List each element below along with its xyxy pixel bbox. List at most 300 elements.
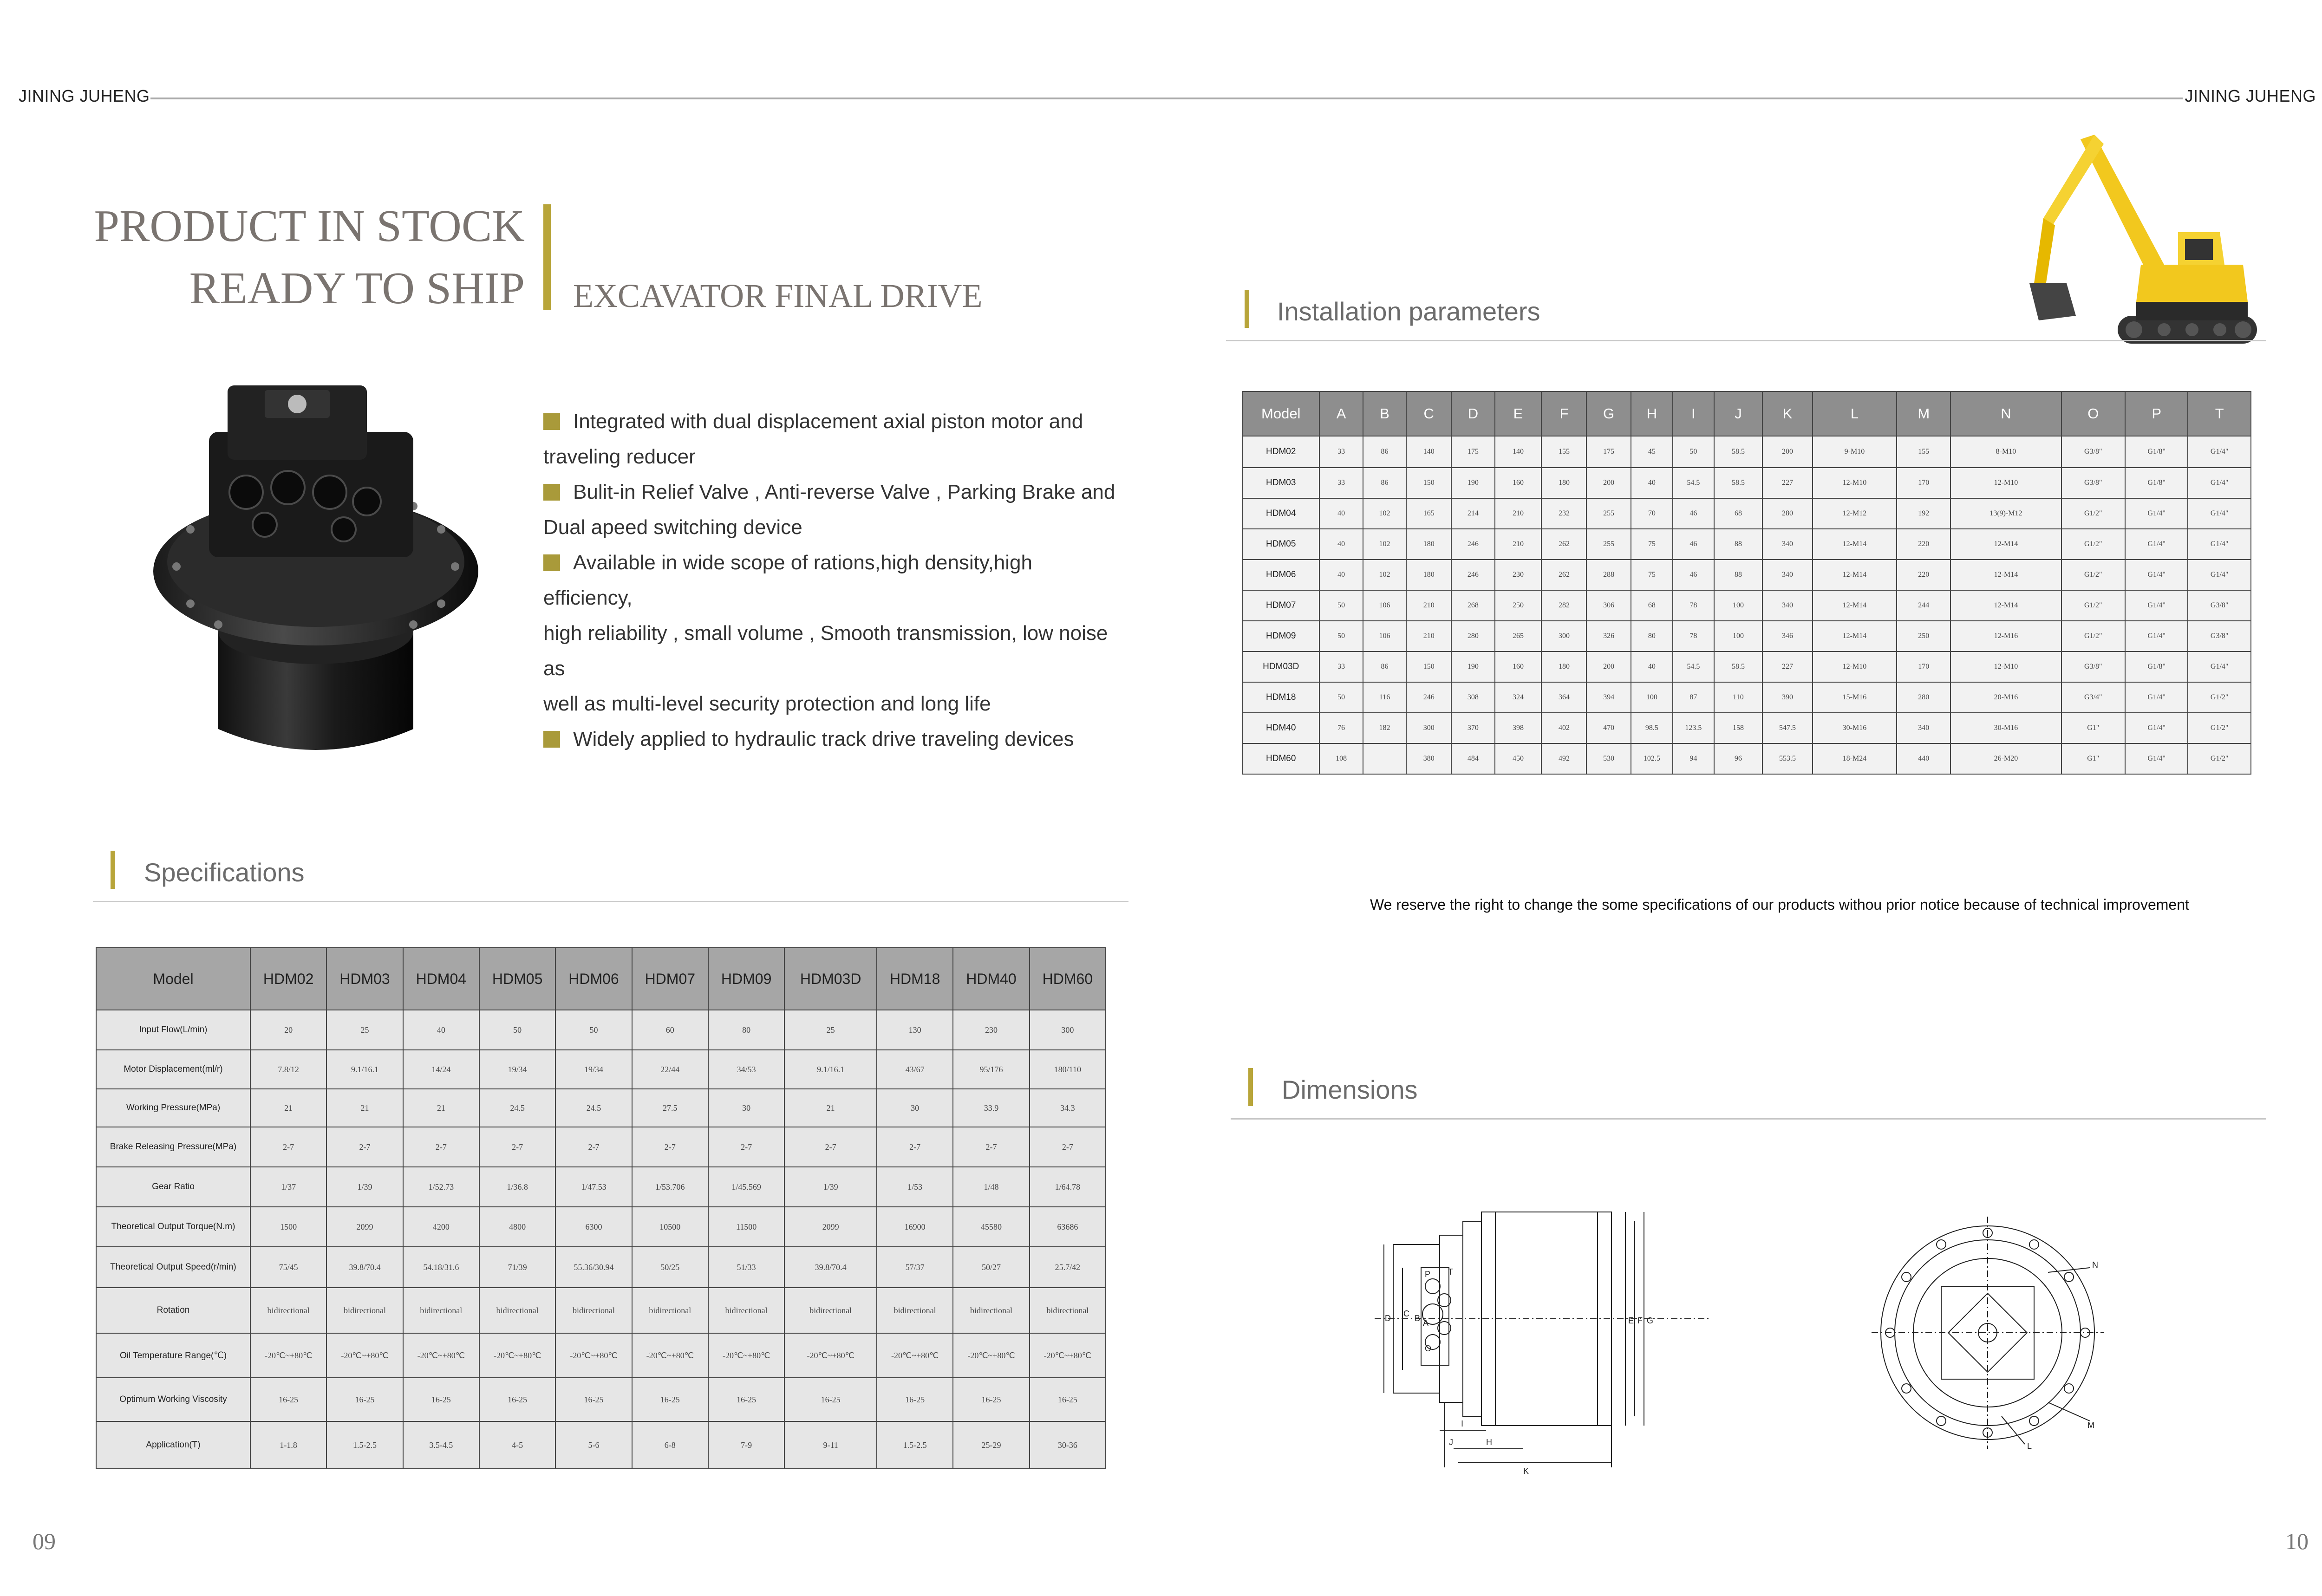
- spec-cell: 7-9: [708, 1421, 784, 1469]
- install-cell: 180: [1541, 651, 1586, 682]
- spec-cell: 39.8/70.4: [784, 1247, 877, 1288]
- spec-cell: 2-7: [784, 1127, 877, 1167]
- dim-label-e: E: [1628, 1316, 1634, 1325]
- install-cell: 96: [1714, 743, 1763, 774]
- spec-header-cell: HDM07: [632, 948, 708, 1010]
- spec-cell: 21: [326, 1089, 403, 1127]
- spec-cell: 1/45.569: [708, 1167, 784, 1207]
- spec-cell: -20℃~+80℃: [877, 1333, 953, 1378]
- install-cell: 18-M24: [1813, 743, 1897, 774]
- spec-cell: 21: [784, 1089, 877, 1127]
- install-cell: 40: [1319, 560, 1363, 590]
- install-cell: 106: [1363, 590, 1406, 621]
- spec-cell: 55.36/30.94: [555, 1247, 632, 1288]
- install-cell: 340: [1897, 713, 1950, 743]
- install-cell: 364: [1541, 682, 1586, 713]
- spec-row-label: Rotation: [96, 1288, 250, 1333]
- spec-cell: 180/110: [1030, 1050, 1106, 1089]
- install-cell: 50: [1673, 436, 1714, 468]
- install-cell: 553.5: [1762, 743, 1812, 774]
- spec-cell: 51/33: [708, 1247, 784, 1288]
- install-cell: 86: [1363, 436, 1406, 468]
- install-row-label: HDM02: [1242, 436, 1319, 468]
- install-cell: 180: [1406, 560, 1451, 590]
- install-cell: 30-M16: [1950, 713, 2061, 743]
- spec-cell: 16-25: [403, 1378, 479, 1421]
- install-cell: 246: [1406, 682, 1451, 713]
- install-cell: 380: [1406, 743, 1451, 774]
- install-header-cell: D: [1451, 391, 1494, 436]
- spec-row: [96, 1167, 1106, 1207]
- dim-label-c: C: [1403, 1309, 1409, 1318]
- install-cell: 246: [1451, 560, 1494, 590]
- install-cell: 54.5: [1673, 651, 1714, 682]
- spec-cell: 40: [403, 1010, 479, 1050]
- install-header-cell: O: [2061, 391, 2125, 436]
- install-cell: 210: [1406, 590, 1451, 621]
- spec-row-label: Optimum Working Viscosity: [96, 1378, 250, 1421]
- spec-cell: 1/64.78: [1030, 1167, 1106, 1207]
- install-cell: 175: [1451, 436, 1494, 468]
- install-cell: [1363, 743, 1406, 774]
- install-cell: G1/4": [2125, 529, 2188, 560]
- hero-line-2: READY TO SHIP: [189, 263, 525, 313]
- brand-right: JINING JUHENG: [2185, 86, 2316, 105]
- spec-cell: 9.1/16.1: [326, 1050, 403, 1089]
- spec-cell: 57/37: [877, 1247, 953, 1288]
- spec-cell: 16-25: [555, 1378, 632, 1421]
- install-cell: 30-M16: [1813, 713, 1897, 743]
- spec-body: [96, 1010, 1106, 1469]
- spec-cell: -20℃~+80℃: [632, 1333, 708, 1378]
- install-cell: 268: [1451, 590, 1494, 621]
- install-cell: 50: [1319, 682, 1363, 713]
- install-cell: 282: [1541, 590, 1586, 621]
- hero-subtitle: EXCAVATOR FINAL DRIVE: [573, 277, 983, 314]
- install-cell: G1/4": [2188, 651, 2251, 682]
- spec-cell: 3.5-4.5: [403, 1421, 479, 1469]
- spec-cell: 25-29: [953, 1421, 1029, 1469]
- install-row-label: HDM09: [1242, 621, 1319, 651]
- spec-cell: -20℃~+80℃: [479, 1333, 555, 1378]
- spec-cell: 1500: [250, 1207, 326, 1247]
- spec-cell: 19/34: [479, 1050, 555, 1089]
- install-cell: 12-M10: [1813, 468, 1897, 498]
- install-cell: G1/2": [2061, 498, 2125, 529]
- spec-cell: 25: [784, 1010, 877, 1050]
- install-cell: G1/4": [2188, 436, 2251, 468]
- spec-cell: 45580: [953, 1207, 1029, 1247]
- install-cell: 140: [1406, 436, 1451, 468]
- spec-cell: 16-25: [250, 1378, 326, 1421]
- install-cell: 200: [1586, 651, 1631, 682]
- spec-cell: 4200: [403, 1207, 479, 1247]
- install-cell: 12-M10: [1950, 468, 2061, 498]
- spec-row: [96, 1288, 1106, 1333]
- install-cell: 180: [1406, 529, 1451, 560]
- spec-cell: 7.8/12: [250, 1050, 326, 1089]
- install-cell: 94: [1673, 743, 1714, 774]
- spec-row-label: Theoretical Output Torque(N.m): [96, 1207, 250, 1247]
- install-cell: 12-M16: [1950, 621, 2061, 651]
- spec-cell: 1/53: [877, 1167, 953, 1207]
- spec-row: [96, 1378, 1106, 1421]
- spec-cell: 33.9: [953, 1089, 1029, 1127]
- specs-rule: [93, 901, 1128, 902]
- install-cell: 100: [1714, 621, 1763, 651]
- spec-cell: bidirectional: [479, 1288, 555, 1333]
- install-cell: 110: [1714, 682, 1763, 713]
- install-cell: 140: [1495, 436, 1542, 468]
- spec-cell: bidirectional: [877, 1288, 953, 1333]
- install-cell: 12-M12: [1813, 498, 1897, 529]
- spec-cell: 30: [708, 1089, 784, 1127]
- install-cell: 326: [1586, 621, 1631, 651]
- install-cell: G1/2": [2188, 682, 2251, 713]
- spec-cell: 2-7: [953, 1127, 1029, 1167]
- install-cell: 175: [1586, 436, 1631, 468]
- install-cell: 88: [1714, 560, 1763, 590]
- spec-cell: -20℃~+80℃: [1030, 1333, 1106, 1378]
- install-cell: G1/4": [2125, 743, 2188, 774]
- install-cell: 214: [1451, 498, 1494, 529]
- install-cell: 58.5: [1714, 651, 1763, 682]
- spec-cell: 19/34: [555, 1050, 632, 1089]
- install-cell: G1/2": [2188, 743, 2251, 774]
- install-cell: 12-M14: [1813, 621, 1897, 651]
- install-cell: 80: [1631, 621, 1673, 651]
- spec-cell: 11500: [708, 1207, 784, 1247]
- install-cell: 68: [1631, 590, 1673, 621]
- install-cell: 492: [1541, 743, 1586, 774]
- spec-cell: 43/67: [877, 1050, 953, 1089]
- install-cell: 470: [1586, 713, 1631, 743]
- install-header-cell: F: [1541, 391, 1586, 436]
- spec-row: [96, 1127, 1106, 1167]
- install-cell: 45: [1631, 436, 1673, 468]
- install-cell: G3/8": [2061, 651, 2125, 682]
- spec-row: [96, 1421, 1106, 1469]
- install-cell: 86: [1363, 651, 1406, 682]
- spec-header-cell: HDM40: [953, 948, 1029, 1010]
- specs-accent-bar: [111, 851, 115, 889]
- spec-cell: 2-7: [877, 1127, 953, 1167]
- spec-cell: -20℃~+80℃: [326, 1333, 403, 1378]
- install-cell: 288: [1586, 560, 1631, 590]
- spec-header-cell: HDM03D: [784, 948, 877, 1010]
- install-header-cell: A: [1319, 391, 1363, 436]
- hero-line-1: PRODUCT IN STOCK: [94, 201, 525, 251]
- spec-cell: -20℃~+80℃: [403, 1333, 479, 1378]
- spec-cell: 2-7: [326, 1127, 403, 1167]
- install-cell: 200: [1762, 436, 1812, 468]
- install-cell: 255: [1586, 498, 1631, 529]
- spec-cell: 50: [555, 1010, 632, 1050]
- spec-cell: 1/48: [953, 1167, 1029, 1207]
- spec-cell: bidirectional: [555, 1288, 632, 1333]
- install-header-cell: N: [1950, 391, 2061, 436]
- spec-row: [96, 1247, 1106, 1288]
- excavator-image: [2025, 125, 2266, 362]
- install-cell: 170: [1897, 651, 1950, 682]
- dim-label-k: K: [1523, 1466, 1529, 1476]
- install-cell: 160: [1495, 651, 1542, 682]
- install-cell: 58.5: [1714, 436, 1763, 468]
- install-row-label: HDM06: [1242, 560, 1319, 590]
- install-title: Installation parameters: [1277, 297, 1540, 326]
- install-cell: 98.5: [1631, 713, 1673, 743]
- install-cell: 450: [1495, 743, 1542, 774]
- install-row-label: HDM03: [1242, 468, 1319, 498]
- install-cell: 12-M14: [1813, 590, 1897, 621]
- install-cell: G1/2": [2061, 529, 2125, 560]
- install-cell: 210: [1495, 498, 1542, 529]
- spec-cell: 60: [632, 1010, 708, 1050]
- install-cell: 255: [1586, 529, 1631, 560]
- install-row-label: HDM40: [1242, 713, 1319, 743]
- install-cell: 210: [1406, 621, 1451, 651]
- spec-cell: 1/39: [326, 1167, 403, 1207]
- install-cell: 26-M20: [1950, 743, 2061, 774]
- spec-cell: 24.5: [479, 1089, 555, 1127]
- install-cell: G3/4": [2061, 682, 2125, 713]
- feature-item: Widely applied to hydraulic track drive traveling devices: [543, 722, 1124, 757]
- final-drive-product-image: [149, 371, 483, 771]
- install-cell: 46: [1673, 498, 1714, 529]
- install-header-cell: I: [1673, 391, 1714, 436]
- install-cell: 280: [1451, 621, 1494, 651]
- install-cell: 150: [1406, 468, 1451, 498]
- dim-label-t: T: [1448, 1267, 1453, 1277]
- install-cell: 116: [1363, 682, 1406, 713]
- install-row-label: HDM04: [1242, 498, 1319, 529]
- spec-row-label: Theoretical Output Speed(r/min): [96, 1247, 250, 1288]
- install-cell: 12-M14: [1813, 560, 1897, 590]
- install-header-row: [1242, 391, 2251, 436]
- install-header-cell: T: [2188, 391, 2251, 436]
- spec-cell: 2-7: [555, 1127, 632, 1167]
- install-cell: 180: [1541, 468, 1586, 498]
- spec-cell: bidirectional: [953, 1288, 1029, 1333]
- install-cell: 76: [1319, 713, 1363, 743]
- spec-cell: 16-25: [953, 1378, 1029, 1421]
- install-header-cell: Model: [1242, 391, 1319, 436]
- spec-cell: 1/36.8: [479, 1167, 555, 1207]
- spec-cell: 16-25: [1030, 1378, 1106, 1421]
- install-cell: 190: [1451, 651, 1494, 682]
- install-cell: 230: [1495, 560, 1542, 590]
- install-cell: 262: [1541, 560, 1586, 590]
- dimensions-title: Dimensions: [1282, 1075, 1418, 1104]
- install-cell: 155: [1541, 436, 1586, 468]
- spec-cell: 95/176: [953, 1050, 1029, 1089]
- install-cell: G1/4": [2125, 498, 2188, 529]
- install-cell: 50: [1319, 621, 1363, 651]
- install-header-cell: J: [1714, 391, 1763, 436]
- install-cell: 190: [1451, 468, 1494, 498]
- spec-header-cell: HDM18: [877, 948, 953, 1010]
- brand-left: JINING JUHENG: [19, 86, 150, 105]
- install-row-label: HDM18: [1242, 682, 1319, 713]
- spec-cell: 10500: [632, 1207, 708, 1247]
- spec-cell: 75/45: [250, 1247, 326, 1288]
- install-row: [1242, 621, 2251, 651]
- install-cell: 100: [1714, 590, 1763, 621]
- page-number-left: 09: [33, 1528, 56, 1554]
- install-cell: 20-M16: [1950, 682, 2061, 713]
- install-cell: 265: [1495, 621, 1542, 651]
- spec-row: [96, 1333, 1106, 1378]
- install-cell: 102: [1363, 560, 1406, 590]
- install-cell: 340: [1762, 560, 1812, 590]
- install-cell: 227: [1762, 651, 1812, 682]
- install-cell: 280: [1897, 682, 1950, 713]
- install-cell: 13(9)-M12: [1950, 498, 2061, 529]
- install-row: [1242, 529, 2251, 560]
- install-cell: 8-M10: [1950, 436, 2061, 468]
- spec-row-label: Motor Displacement(ml/r): [96, 1050, 250, 1089]
- install-cell: 250: [1897, 621, 1950, 651]
- install-cell: 102.5: [1631, 743, 1673, 774]
- dim-label-a: A: [1423, 1318, 1429, 1328]
- install-cell: 220: [1897, 529, 1950, 560]
- install-cell: G1/4": [2125, 713, 2188, 743]
- specs-title: Specifications: [144, 858, 305, 887]
- spec-row: [96, 1089, 1106, 1127]
- install-cell: 165: [1406, 498, 1451, 529]
- install-cell: 308: [1451, 682, 1494, 713]
- install-cell: 9-M10: [1813, 436, 1897, 468]
- install-cell: 192: [1897, 498, 1950, 529]
- spec-cell: bidirectional: [784, 1288, 877, 1333]
- dim-label-j: J: [1449, 1438, 1453, 1447]
- install-cell: 33: [1319, 436, 1363, 468]
- install-header-cell: H: [1631, 391, 1673, 436]
- install-cell: 108: [1319, 743, 1363, 774]
- install-cell: 12-M14: [1950, 590, 2061, 621]
- install-rule: [1226, 340, 2266, 341]
- spec-header-cell: HDM04: [403, 948, 479, 1010]
- install-header-cell: B: [1363, 391, 1406, 436]
- install-cell: 87: [1673, 682, 1714, 713]
- spec-cell: 25: [326, 1010, 403, 1050]
- spec-cell: bidirectional: [1030, 1288, 1106, 1333]
- dimensions-rule: [1231, 1118, 2266, 1120]
- install-cell: G1/4": [2125, 560, 2188, 590]
- spec-cell: 16-25: [326, 1378, 403, 1421]
- install-cell: 100: [1631, 682, 1673, 713]
- spec-cell: 2-7: [1030, 1127, 1106, 1167]
- spec-header-cell: HDM06: [555, 948, 632, 1010]
- spec-cell: 80: [708, 1010, 784, 1050]
- install-cell: 33: [1319, 468, 1363, 498]
- install-cell: 33: [1319, 651, 1363, 682]
- spec-cell: 21: [403, 1089, 479, 1127]
- spec-row-label: Input Flow(L/min): [96, 1010, 250, 1050]
- bullet-square-icon: [543, 484, 560, 501]
- feature-item-cont: well as multi-level security protection and long life: [543, 692, 991, 715]
- install-cell: 102: [1363, 529, 1406, 560]
- install-cell: G3/8": [2061, 468, 2125, 498]
- spec-header-model: Model: [96, 948, 250, 1010]
- install-cell: 530: [1586, 743, 1631, 774]
- spec-header-cell: HDM60: [1030, 948, 1106, 1010]
- spec-cell: 230: [953, 1010, 1029, 1050]
- feature-list: [543, 404, 1124, 757]
- spec-cell: 9-11: [784, 1421, 877, 1469]
- install-cell: 46: [1673, 560, 1714, 590]
- spec-cell: 63686: [1030, 1207, 1106, 1247]
- install-cell: 106: [1363, 621, 1406, 651]
- install-cell: 58.5: [1714, 468, 1763, 498]
- spec-cell: 16-25: [479, 1378, 555, 1421]
- install-cell: 324: [1495, 682, 1542, 713]
- install-header-cell: K: [1762, 391, 1812, 436]
- install-cell: 394: [1586, 682, 1631, 713]
- install-cell: 340: [1762, 529, 1812, 560]
- install-cell: G3/8": [2188, 590, 2251, 621]
- spec-cell: 24.5: [555, 1089, 632, 1127]
- spec-cell: 2-7: [632, 1127, 708, 1167]
- spec-row: [96, 1207, 1106, 1247]
- install-cell: 547.5: [1762, 713, 1812, 743]
- install-cell: 390: [1762, 682, 1812, 713]
- dim-label-f: F: [1637, 1316, 1643, 1325]
- spec-cell: 16-25: [708, 1378, 784, 1421]
- install-cell: 75: [1631, 529, 1673, 560]
- spec-cell: 50/25: [632, 1247, 708, 1288]
- install-cell: 200: [1586, 468, 1631, 498]
- install-cell: 40: [1631, 651, 1673, 682]
- spec-cell: 16-25: [632, 1378, 708, 1421]
- spec-cell: 2-7: [250, 1127, 326, 1167]
- dimensions-accent-bar: [1248, 1068, 1253, 1106]
- install-cell: 160: [1495, 468, 1542, 498]
- install-cell: 88: [1714, 529, 1763, 560]
- install-row-label: HDM03D: [1242, 651, 1319, 682]
- install-cell: 440: [1897, 743, 1950, 774]
- spec-cell: 21: [250, 1089, 326, 1127]
- install-cell: 12-M14: [1813, 529, 1897, 560]
- install-cell: 300: [1406, 713, 1451, 743]
- install-cell: G1/4": [2188, 560, 2251, 590]
- install-cell: 78: [1673, 621, 1714, 651]
- feature-item-cont: high reliability , small volume , Smooth transmission, low noise as: [543, 622, 1108, 680]
- spec-header-cell: HDM05: [479, 948, 555, 1010]
- spec-cell: 1/53.706: [632, 1167, 708, 1207]
- spec-header-cell: HDM03: [326, 948, 403, 1010]
- spec-cell: 54.18/31.6: [403, 1247, 479, 1288]
- install-cell: 46: [1673, 529, 1714, 560]
- install-cell: 40: [1319, 529, 1363, 560]
- spec-cell: 2-7: [403, 1127, 479, 1167]
- spec-cell: 130: [877, 1010, 953, 1050]
- install-cell: 402: [1541, 713, 1586, 743]
- install-cell: 12-M10: [1813, 651, 1897, 682]
- dim-label-o: O: [1425, 1344, 1432, 1353]
- spec-header-cell: HDM02: [250, 948, 326, 1010]
- install-cell: 12-M14: [1950, 529, 2061, 560]
- install-cell: G1/2": [2061, 621, 2125, 651]
- install-cell: G3/8": [2061, 436, 2125, 468]
- install-cell: G1/2": [2061, 560, 2125, 590]
- install-cell: 75: [1631, 560, 1673, 590]
- spec-cell: 30-36: [1030, 1421, 1106, 1469]
- spec-cell: -20℃~+80℃: [708, 1333, 784, 1378]
- feature-item: Bulit-in Relief Valve , Anti-reverse Valve , Parking Brake and: [543, 475, 1124, 510]
- install-cell: 232: [1541, 498, 1586, 529]
- install-cell: 220: [1897, 560, 1950, 590]
